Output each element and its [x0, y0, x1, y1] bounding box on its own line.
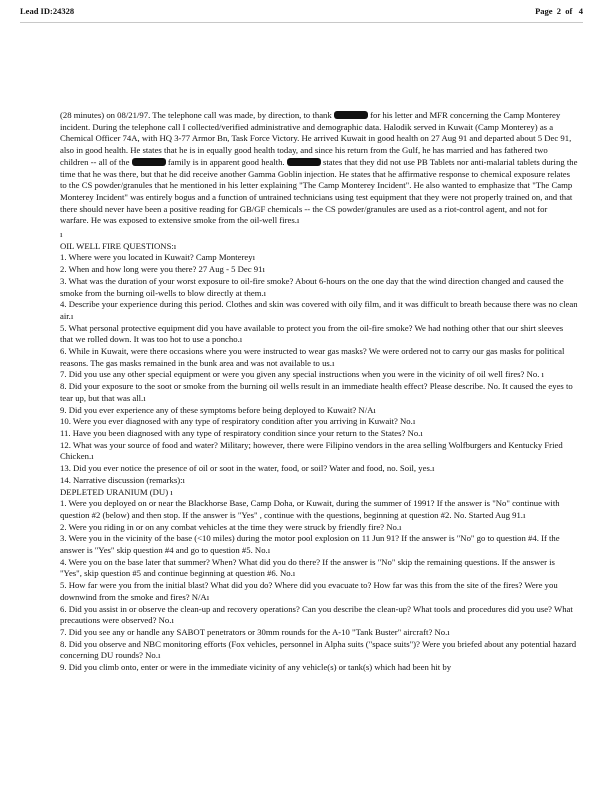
oil-question: 3. What was the duration of your worst exposure to oil-fire smoke? About 6-hours on the one day that the wind direction changed and caused the smoke from the burning oil-wells to blow directly at them.ı	[60, 275, 564, 298]
du-question: 7. Did you see any or handle any SABOT penetrators or 30mm rounds for the A-10 "Tank Buster" aircraft? No.ı	[60, 626, 450, 637]
oil-question: 9. Did you ever experience any of these symptoms before being deployed to Kuwait? N/Aı	[60, 404, 376, 415]
redaction-mark	[334, 111, 368, 119]
redaction-mark	[287, 158, 321, 166]
page-header	[20, 6, 583, 16]
oil-question: 7. Did you use any other special equipment or were you given any special instructions when you were in the vicinity of oil well fires? No. ı	[60, 369, 544, 380]
du-question: 2. Were you riding in or on any combat vehicles at the time they were struck by friendly fire? No.ı	[60, 521, 402, 532]
oil-question: 12. What was your source of food and water? Military; however, there were Filipino vendors in the area selling Wolfburgers and Kentucky Fried Chicken.ı	[60, 439, 563, 462]
oil-question: 13. Did you ever notice the presence of oil or soot in the water, food, or soil? Water and food, no. Soil, yes.ı	[60, 463, 435, 474]
intro-paragraph: (28 minutes) on 08/21/97. The telephone call was made, by direction, to thank for his letter and MFR concerning the Camp Monterey incident. During the telephone call I collected/verified administrative and demographic data. Halodik served in Kuwait (Camp Monterey) as a Chemical Officer 74A, with HQ 3-77 Armor Bn, Task Force Victory. He arrived Kuwait in good health on 27 Aug 91 and departed about 5 Dec 91, also in good health. He states that he is in equally good health today, and since his return from the Gulf, he has married and has fathered two children -- all of the family is in apparent good health. states that they did not use PB Tablets nor anti-malarial tablets during the time that he was there, but that he did receive another Gamma Goblin injection. He states that he affirmative response to chemical exposure relates to the CS powder/granules that he mentioned in his letter explaining "The Camp Monterey Incident". He also wanted to emphasize that "The Camp Monterey Incident" was entirely bogus and a function of untrained technicians using test equipment that they were not properly trained on, and that there should never have been a positive reading for GB/GF chemicals -- the CS powder/granules are used as a riot-control agent, and not for warfare. He was exposed to extensive smoke from the oil-well fires.ı	[60, 110, 578, 226]
document-body	[60, 110, 578, 674]
page-indicator: Page 2 of 4	[535, 6, 583, 16]
du-question-list	[60, 498, 578, 674]
oil-question: 6. While in Kuwait, were there occasions where you were instructed to wear gas masks? We were ordered not to carry our gas masks for political reasons. The gas masks remained in the bunk area and was not available to us.ı	[60, 346, 565, 368]
du-question: 4. Were you on the base later that summer? When? What did you do there? If the answer is "No" skip the remaining questions. If the answer is "Yes", skip question #5 and continue beginning at question #6. No.ı	[60, 556, 555, 579]
du-question: 6. Did you assist in or observe the clean-up and recovery operations? Can you describe the clean-up? What tools and procedures did you use? What precautions were observed? No.ı	[60, 603, 573, 626]
oil-question: 5. What personal protective equipment did you have available to protect you from the oil-fire smoke? We had nothing other that our shirt sleeves that we rolled down. It was too hot to use a poncho.ı	[60, 322, 564, 345]
oil-question: 2. When and how long were you there? 27 Aug - 5 Dec 91ı	[60, 264, 265, 275]
oil-well-question-list	[60, 252, 578, 486]
oil-question: 10. Were you ever diagnosed with any type of respiratory condition after you arriving in Kuwait? No.ı	[60, 416, 416, 427]
oil-question: 14. Narrative discussion (remarks):ı	[60, 474, 185, 485]
du-question: 9. Did you climb onto, enter or were in the immediate vicinity of any vehicle(s) or tank(s) which had been hit by	[60, 662, 452, 673]
redaction-mark	[132, 158, 166, 166]
oil-question: 8. Did your exposure to the soot or smoke from the burning oil wells result in an immediate health effect? Please describe. No. It caused the eyes to tear up, but that was all.ı	[60, 381, 573, 403]
oil-question: 11. Have you been diagnosed with any type of respiratory condition since your return to the States? No.ı	[60, 427, 423, 438]
du-question: 3. Were you in the vicinity of the base (<10 miles) during the motor pool explosion on 11 Jun 91? If the answer is "No" go to question #4. If the answer is "Yes" skip question #4 and go to question #5. No.ı	[60, 533, 560, 556]
oil-well-heading: OIL WELL FIRE QUESTIONS:ı	[60, 240, 177, 251]
oil-question: 4. Describe your experience during this period. Clothes and skin was covered with oily film, and it was difficult to breath because there was no clean air.ı	[60, 299, 578, 321]
du-question: 5. How far were you from the initial blast? What did you do? Where did you evacuate to? How far was this from the site of the fires? Were you downwind from the smoke and fires? N/Aı	[60, 580, 558, 602]
header-rule	[20, 22, 583, 23]
du-question: 8. Did you observe and NBC monitoring efforts (Fox vehicles, personnel in Alpha suits ("space suits")? Were you briefed about any potential hazard concerning DU rounds? No.ı	[60, 638, 577, 661]
blank-line-mark: ı	[60, 229, 63, 240]
du-question: 1. Were you deployed on or near the Blackhorse Base, Camp Doha, or Kuwait, during the summer of 1991? If the answer is "No" continue with question #2 (below) and then stop. If the answer is "Yes" , continue with the questions, beginning at question #2. No. Started Aug 91.ı	[60, 498, 560, 520]
lead-id: Lead ID:24328	[20, 6, 75, 16]
oil-question: 1. Where were you located in Kuwait? Camp Montereyı	[60, 252, 256, 263]
depleted-uranium-heading: DEPLETED URANIUM (DU) ı	[60, 486, 173, 497]
